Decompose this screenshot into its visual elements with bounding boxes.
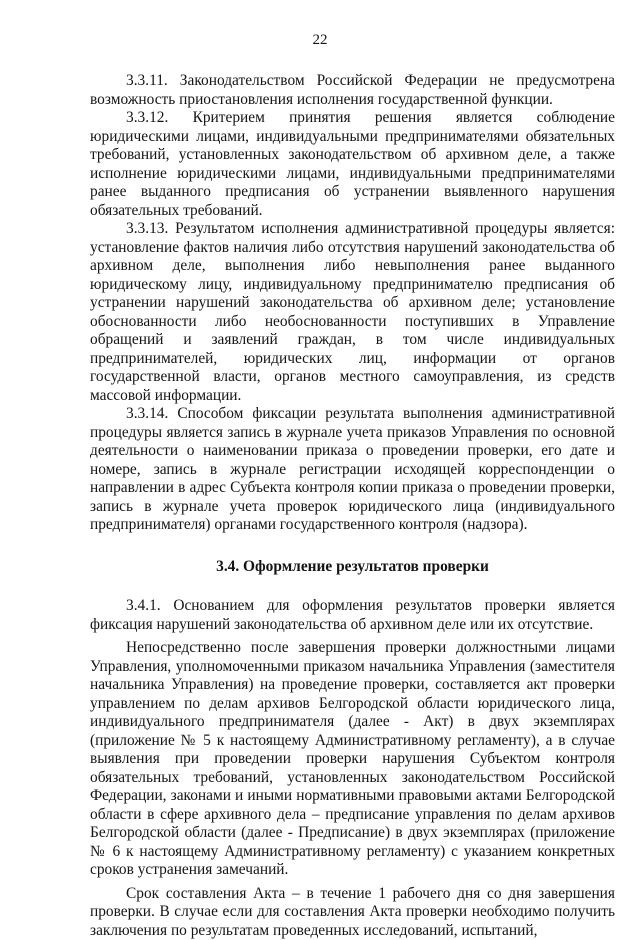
paragraph-3-3-13: 3.3.13. Результатом исполнения административной процедуры является: установление фактов наличия либо отсутствия нарушений законодательства об архивном деле, выполнения либо невыполнения ранее выданного юридическому лицу, индивидуальному предпринимателю предписания об устранении нарушений законодательства об архивном деле; установление обоснованности либо необоснованности поступивших в Управление обращений и заявлений граждан, в том числе индивидуальных предпринимателей, юридических лиц, информации от органов государственной власти, органов местного самоуправления, из средств массовой информации.: [90, 220, 615, 405]
page-number: 22: [0, 30, 640, 50]
paragraph-3-4-1: 3.4.1. Основанием для оформления результатов проверки является фиксация нарушений законодательства об архивном деле или их отсутствие.: [90, 597, 615, 634]
paragraph-act-drafting: Непосредственно после завершения проверки должностными лицами Управления, уполномоченными приказом начальника Управления (заместителя начальника Управления) на проведение проверки, составляется акт проверки управлением по делам архивов Белгородской области юридического лица, индивидуального предпринимателя (далее - Акт) в двух экземплярах (приложение № 5 к настоящему Административному регламенту), а в случае выявления при проведении проверки нарушения Субъектом контроля обязательных требований, установленных законодательством Российской Федерации, законами и иными нормативными правовыми актами Белгородской области в сфере архивного дела – предписание управления по делам архивов Белгородской области (далее - Предписание) в двух экземплярах (приложение № 6 к настоящему Административному регламенту) с указанием конкретных сроков устранения замечаний.: [90, 639, 615, 880]
section-heading-3-4: 3.4. Оформление результатов проверки: [90, 558, 615, 577]
paragraph-3-3-14: 3.3.14. Способом фиксации результата выполнения административной процедуры является запись в журнале учета приказов Управления по основной деятельности о наименовании приказа о проведении проверки, его дате и номере, запись в журнале регистрации исходящей корреспонденции о направлении в адрес Субъекта контроля копии приказа о проведении проверки, запись в журнале учета проверок юридического лица (индивидуального предпринимателя) органами государственного контроля (надзора).: [90, 405, 615, 535]
paragraph-act-deadline: Срок составления Акта – в течение 1 рабочего дня со дня завершения проверки. В случае если для составления Акта проверки необходимо получить заключения по результатам проведенных исследований, испытаний,: [90, 885, 615, 940]
paragraph-3-3-11: 3.3.11. Законодательством Российской Федерации не предусмотрена возможность приостановления исполнения государственной функции.: [90, 72, 615, 109]
paragraph-3-3-12: 3.3.12. Критерием принятия решения является соблюдение юридическими лицами, индивидуальными предпринимателями обязательных требований, установленных законодательством об архивном деле, а также исполнение юридическими лицами, индивидуальными предпринимателями ранее выданного предписания об устранении выявленного нарушения обязательных требований.: [90, 109, 615, 220]
document-body: [90, 72, 615, 940]
